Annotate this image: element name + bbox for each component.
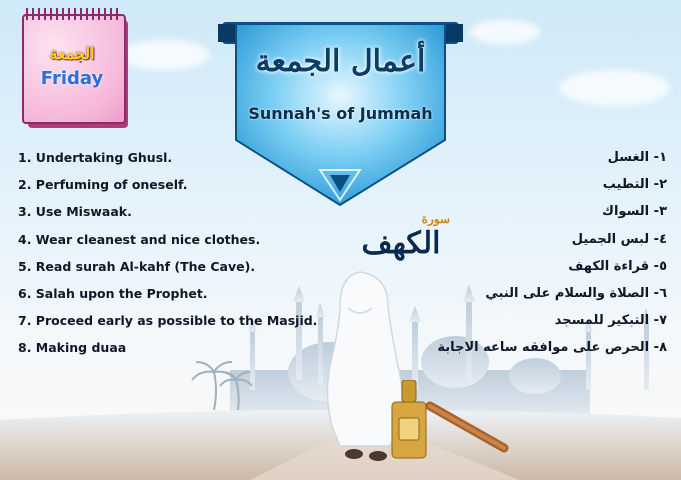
list-item: ٨- الحرص على موافقه ساعه الاجابة (437, 340, 667, 356)
list-item: ١- الغسل (607, 150, 667, 165)
list-item: ٣- السواك (602, 204, 667, 220)
perfume-bottle (389, 380, 429, 460)
list-item: 5. Read surah Al-kahf (The Cave). (18, 258, 256, 274)
calendar-arabic-day: الجمعة (49, 44, 95, 63)
list-item: 7. Proceed early as possible to the Masjid. (18, 313, 318, 329)
list-item: 3. Use Miswaak. (18, 204, 132, 220)
banner-arabic-title: أعمال الجمعة (255, 44, 426, 79)
list-item: 2. Perfuming of oneself. (18, 177, 188, 193)
list-item: 4. Wear cleanest and nice clothes. (18, 231, 261, 247)
arabic-sunnah-list (437, 150, 667, 368)
surah-name: الكهف (361, 226, 441, 261)
banner-english-title: Sunnah's of Jummah (248, 104, 433, 123)
list-item: ٢- التطيب (602, 177, 667, 193)
calendar-english-day: Friday (40, 68, 104, 89)
miswak-stick (424, 398, 514, 458)
surah-kahf-title (346, 212, 456, 272)
calendar-rings (26, 8, 118, 20)
calendar-badge (22, 14, 126, 126)
list-item: ٤- لبس الجميل (571, 231, 667, 247)
list-item: 1. Undertaking Ghusl. (18, 150, 173, 165)
english-sunnah-list (18, 150, 317, 368)
list-item: 8. Making duaa (18, 340, 127, 356)
list-item: ٦- الصلاة والسلام على النبي (485, 285, 667, 301)
list-item: ٥- قراءة الكهف (568, 258, 667, 274)
surah-label: سورة (421, 212, 450, 226)
list-item: 6. Salah upon the Prophet. (18, 285, 208, 301)
list-item: ٧- التبكير للمسجد (554, 313, 667, 329)
